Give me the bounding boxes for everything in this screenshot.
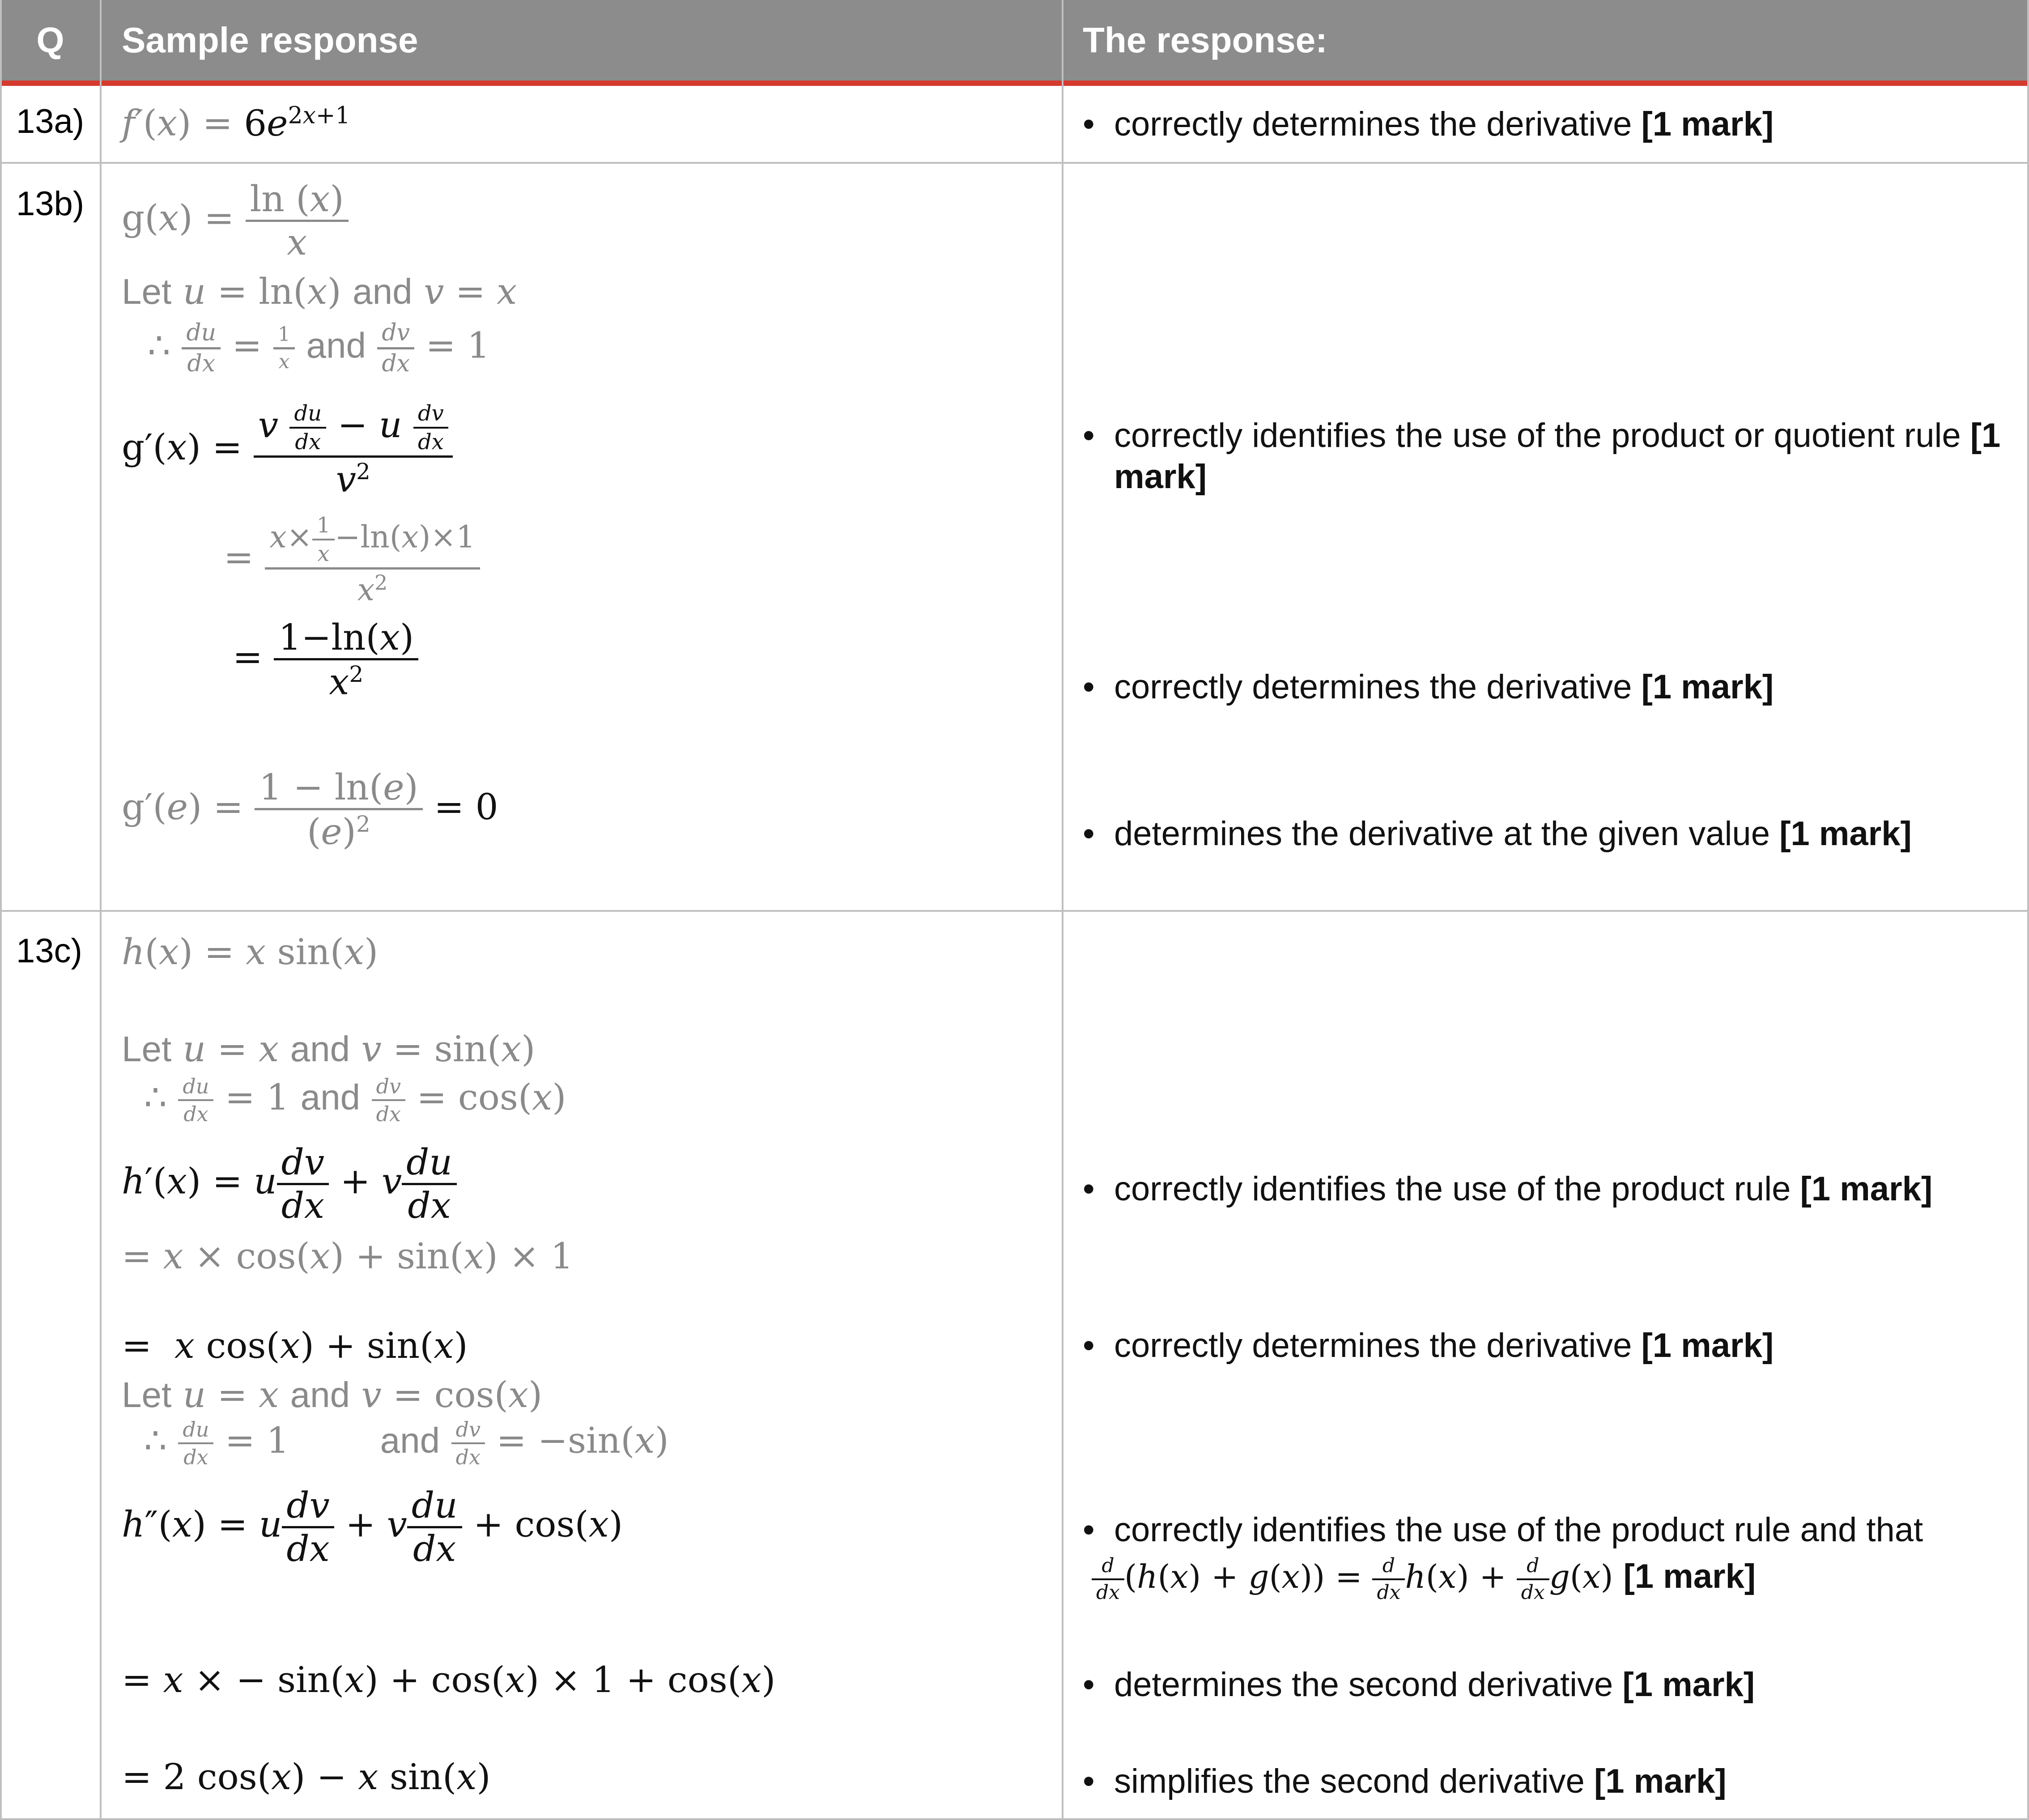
header-q: Q — [36, 20, 64, 60]
math-13b-evaluate: g′(e) = $\frac{1 - \ln(e)}{(e)^2}$ = 0 — [122, 766, 498, 853]
math-13b-derivative: = $\frac{1-\ln(x)}{x^2}$ — [233, 620, 418, 700]
math-13c-second-product-rule: h″(x) = u $\frac{dv}{dx}$ + v $\frac{du}{dx}$ + cos(x) — [122, 1484, 623, 1569]
math-13c-product-rule: h′(x) = u $\frac{dv}{dx}$ + v $\frac{du}{dx}$ — [122, 1144, 457, 1224]
question-label-13c: 13c) — [16, 932, 82, 970]
header-sample-response: Sample response — [122, 20, 418, 60]
row-divider-bottom — [0, 1818, 2029, 1820]
math-13c-dudx-2: ∴ $\frac{du}{dx}$ = 1 and $\frac{dv}{dx}$ = −sin(x) — [144, 1417, 669, 1469]
math-13c-sum-rule: $\frac{d}{dx}$ (h(x) + g(x)) = $\frac{d}{dx}$ h(x) + $\frac{d}{dx}$ g(x) [1 mark] — [1092, 1556, 1756, 1603]
math-13b-substitute: = x× $\frac{1}{x}$ −ln(x)×1 $x^2$ — [224, 515, 480, 606]
math-13a: $f'(x) = 6e^{2x+1}$ — [122, 102, 350, 144]
table-header — [0, 0, 2029, 86]
math-13b-g: g(x) = $\frac{\ln (x)}{x}$ — [122, 181, 349, 260]
question-label-13a: 13a) — [16, 102, 85, 140]
row-divider-13b — [0, 910, 2029, 912]
math-13c-let: Let u = x and v = sin(x) — [122, 1028, 536, 1070]
math-13c-second-derivative: = 2 cos(x) − x sin(x) — [122, 1756, 491, 1798]
math-13c-second-substitute: = x × − sin(x) + cos(x) × 1 + cos(x) — [122, 1659, 776, 1701]
row-divider-13a — [0, 162, 2029, 164]
math-13b-dudx: ∴ $\frac{du}{dx}$ = $\frac{1}{x}$ and $\frac{dv}{dx}$ = 1 — [148, 319, 490, 377]
math-13c-substitute: = x × cos(x) + sin(x) × 1 — [122, 1235, 574, 1277]
header-the-response: The response: — [1083, 20, 1327, 60]
math-13c-let-2: Let u = x and v = cos(x) — [122, 1374, 543, 1416]
math-13c-first-derivative: = x cos(x) + sin(x) — [122, 1325, 468, 1366]
math-13b-quotient-rule: g′(x) = v $\frac{du}{dx}$ − u $\frac{dv}{dx}$ $v^2$ — [122, 403, 453, 498]
math-13c-dudx: ∴ $\frac{du}{dx}$ = 1 and $\frac{dv}{dx}$ = cos(x) — [144, 1074, 566, 1126]
marking-guide-page: Q Sample response The response: 13a) $f'(x) = 6e^{2x+1}$ • correctly determines the derivative [1 mark] 13b) g(x) = $\frac{\ln (x)}{x}$ Let u = ln(x) and v = x ∴ $\frac{du}{dx}$ = $\frac{1}{x}$ and $\frac{dv}{dx}$ = 1 g′(x) = v $\frac{du}{dx}$ − u $\frac{dv}{dx}$ $v^2$ = x× $\frac{1}{x}$ −ln(x)×1 $x^2$ = $\frac{1-\ln(x)}{x^2}$ g′(e) = $\frac{1 - \ln(e)}{(e)^2}$ = 0 • correctly identifies the use of the product or quotient rule [1 mark] • correctly determines the derivative [1 mark] • determines the derivative at the given value [1 mark] 13c) h(x) = x sin(x) Let u = x and v = sin(x) ∴ $\frac{du}{dx}$ = 1 and $\frac{dv}{dx}$ = cos(x) h′(x) = u $\frac{dv}{dx}$ + v $\frac{du}{dx}$ = x × cos(x) + sin(x) × 1 = x cos(x) + sin(x) Let u = x and v = cos(x) ∴ $\frac{du}{dx}$ = 1 and $\frac{dv}{dx}$ = −sin(x) h″(x) = u $\frac{dv}{dx}$ + v $\frac{du}{dx}$ + cos(x) = x × − sin(x) + cos(x) × 1 + cos(x) = 2 cos(x) − x sin(x) • correctly identifies the use of the product rule [1 mark] • correctly determines the derivative [1 mark] • correctly identifies the use of the product rule and that $\frac{d}{dx}$ (h(x) + g(x)) = $\frac{d}{dx}$ h(x) + $\frac{d}{dx}$ g(x) [1 mark] • determines the second derivative [1 mark] • simplifies the second derivative [1 mark] — [0, 0, 2029, 1820]
math-13c-h: h(x) = x sin(x) — [122, 931, 379, 973]
question-label-13b: 13b) — [16, 185, 85, 223]
criterion-13c-3: • correctly identifies the use of the product rule and that — [1083, 1511, 1923, 1549]
math-13b-let: Let u = ln(x) and v = x — [122, 271, 517, 312]
